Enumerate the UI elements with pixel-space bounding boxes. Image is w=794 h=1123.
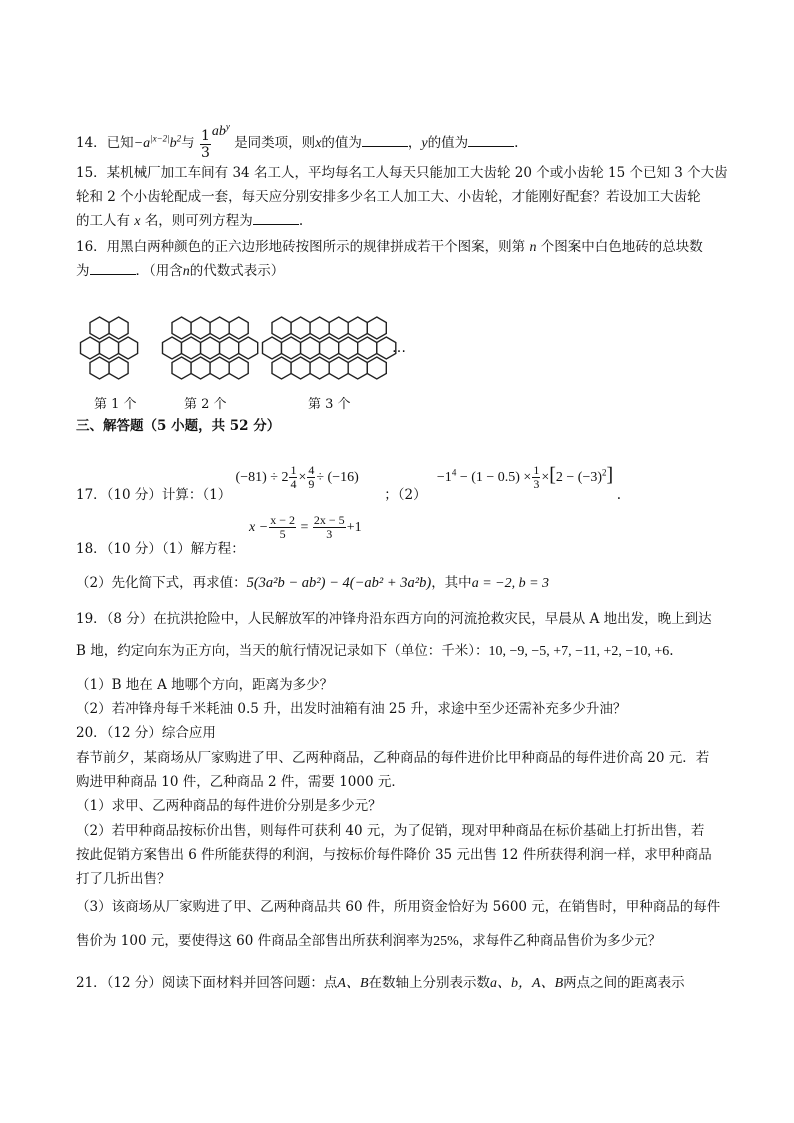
- hexagon-tile: [220, 337, 239, 359]
- answer-blank: [253, 212, 299, 225]
- q15-line-1: 15．某机械厂加工车间有 34 名工人，平均每名工人每天只能加工大齿轮 20 个或小齿轮 15 个已知 3 个大齿: [76, 165, 728, 181]
- q21-line-1: 21．（12 分）阅读下面材料并回答问题：点A、B在数轴上分别表示数a、b，A、B两点之间的距离表示: [76, 975, 685, 991]
- q20-line-1: 春节前夕，某商场从厂家购进了甲、乙两种商品，乙种商品的每件进价比甲种商品的每件进价高 20 元．若: [76, 750, 710, 766]
- hexagon-tile: [339, 337, 358, 359]
- hexagon-tile: [119, 337, 138, 359]
- hexagon-tile: [272, 357, 291, 379]
- q20-line-7: （3）该商场从厂家购进了甲、乙两种商品共 60 件，所用资金恰好为 5600 元，在销售时，甲种商品的每件: [76, 899, 721, 915]
- q18-line-2: （2）先化简下式，再求值：5(3a²b − ab²) − 4(−ab² + 3a²b)，其中a = −2, b = 3: [76, 575, 550, 591]
- q18-line-1: 18．（10 分）（1）解方程： x − $\frac{x - 2}{5}$ = $\frac{2x - 5}{3}$ +1: [76, 513, 362, 557]
- hexagon-tile: [367, 317, 386, 339]
- hexagon-tile: [100, 337, 119, 359]
- figure-caption-2: 第 2 个: [184, 397, 227, 412]
- q15-line-3: 的工人有 x 名，则可列方程为 .: [76, 213, 304, 229]
- hexagon-tile: [301, 337, 320, 359]
- hexagon-tile: [348, 357, 367, 379]
- q20-line-8: 售价为 100 元，要使得这 60 件商品全部售出所获利润率为25%，求每件乙种商品售价为多少元？: [76, 933, 662, 949]
- ellipsis: …: [392, 340, 406, 356]
- hexagon-tile: [201, 337, 220, 359]
- q20-line-2: 购进甲种商品 10 件，乙种商品 2 件，需要 1000 元．: [76, 774, 405, 790]
- hexagon-tile: [229, 317, 248, 339]
- q15-line-2: 轮和 2 个小齿轮配成一套，每天应分别安排多少名工人加工大、小齿轮，才能刚好配套？若设加工大齿轮: [76, 189, 701, 205]
- hexagon-tile: [282, 337, 301, 359]
- hexagon-tile: [229, 357, 248, 379]
- q20-line-6: 打了几折出售？: [76, 871, 171, 887]
- hexagon-tile: [358, 337, 377, 359]
- hexagon-tile: [348, 317, 367, 339]
- hexagon-tile: [90, 317, 109, 339]
- hexagon-tile: [263, 337, 282, 359]
- hexagon-tile: [320, 337, 339, 359]
- answer-blank: [468, 134, 514, 147]
- hexagon-tile: [310, 357, 329, 379]
- hexagon-tile: [182, 337, 201, 359]
- hexagon-tile: [90, 357, 109, 379]
- q18-equation: x − $\frac{x - 2}{5}$ = $\frac{2x - 5}{3}$ +1: [249, 513, 362, 541]
- hexagon-tile: [172, 317, 191, 339]
- q19-line-1: 19．（8 分）在抗洪抢险中，人民解放军的冲锋舟沿东西方向的河流抢救灾民，早晨从 A 地出发，晚上到达: [76, 611, 712, 627]
- q20-label: 20．（12 分）综合应用: [76, 725, 216, 741]
- q17-expr1: (−81) ÷ 2 $\frac{1}{4}$ × $\frac{4}{9}$ ÷ (−16): [235, 462, 359, 491]
- q19-q2: （2）若冲锋舟每千米耗油 0.5 升，出发时油箱有油 25 升，求途中至少还需补充多少升油？: [76, 701, 627, 717]
- q16-line-1: 16．用黑白两种颜色的正六边形地砖按图所示的规律拼成若干个图案，则第 n 个图案中白色地砖的总块数: [76, 239, 703, 255]
- hexagon-tile: [310, 317, 329, 339]
- hexagon-tile: [172, 357, 191, 379]
- hexagon-pattern-figure: [76, 312, 416, 384]
- hexagon-tile: [191, 357, 210, 379]
- section-title: 三、解答题（5 小题，共 52 分）: [76, 418, 281, 434]
- hexagon-tile: [291, 357, 310, 379]
- q19-q1: （1）B 地在 A 地哪个方向，距离为多少？: [76, 677, 334, 693]
- answer-blank: [362, 134, 408, 147]
- q14-expr2: $ab^y$: [211, 121, 230, 139]
- hexagon-tile: [291, 317, 310, 339]
- q17-expr2: $-1^4 - (1 - 0.5)$ × $\frac{1}{3}$ $\times[2 - (-3)^2]$: [436, 462, 614, 491]
- hexagon-tile: [81, 337, 100, 359]
- q19-line-2: B 地，约定向东为正方向，当天的航行情况记录如下（单位：千米）：10, −9, −5, +7, −11, +2, −10, +6.: [76, 643, 674, 659]
- hexagon-tile: [210, 357, 229, 379]
- q20-line-3: （1）求甲、乙两种商品的每件进价分别是多少元？: [76, 798, 382, 814]
- hexagon-tile: [109, 317, 128, 339]
- hexagon-tile: [272, 317, 291, 339]
- hexagon-tile: [329, 317, 348, 339]
- hexagon-tile: [367, 357, 386, 379]
- figure-caption-3: 第 3 个: [308, 397, 351, 412]
- q20-line-4: （2）若甲种商品按标价出售，则每件可获利 40 元，为了促销，现对甲种商品在标价基础上打折出售，若: [76, 823, 705, 839]
- q17-line: 17．（10 分）计算：（1） (−81) ÷ 2 $\frac{1}{4}$ × $\frac{4}{9}$ ÷ (−16) ；$(2) -1^4 - (1 - 0.5)$ × $\frac{1}{3}$ $\times[2 - (-3)^2]$ .: [76, 462, 621, 503]
- hexagon-tile: [239, 337, 258, 359]
- hexagon-tile: [191, 317, 210, 339]
- q16-line-2: 为 ．（用含n的代数式表示）: [76, 263, 285, 279]
- q14-fraction: $\frac{1}{3}$: [200, 128, 210, 161]
- q14-expr1: $-a^{|x-2|}b^2$: [133, 133, 182, 151]
- hexagon-tile: [163, 337, 182, 359]
- hexagon-tile: [329, 357, 348, 379]
- hexagon-tile: [109, 357, 128, 379]
- hexagon-tile: [210, 317, 229, 339]
- q20-line-5: 按此促销方案售出 6 件所能获得的利润，与按标价每件降价 35 元出售 12 件所获得利润一样，求甲种商品: [76, 847, 712, 863]
- figure-caption-1: 第 1 个: [94, 397, 137, 412]
- q14-line: 14．已知$-a^{|x-2|}b^2$与 $\frac{1}{3}$ $ab^y$ 是同类项，则x的值为 ，y的值为 .: [76, 121, 519, 161]
- answer-blank: [90, 262, 136, 275]
